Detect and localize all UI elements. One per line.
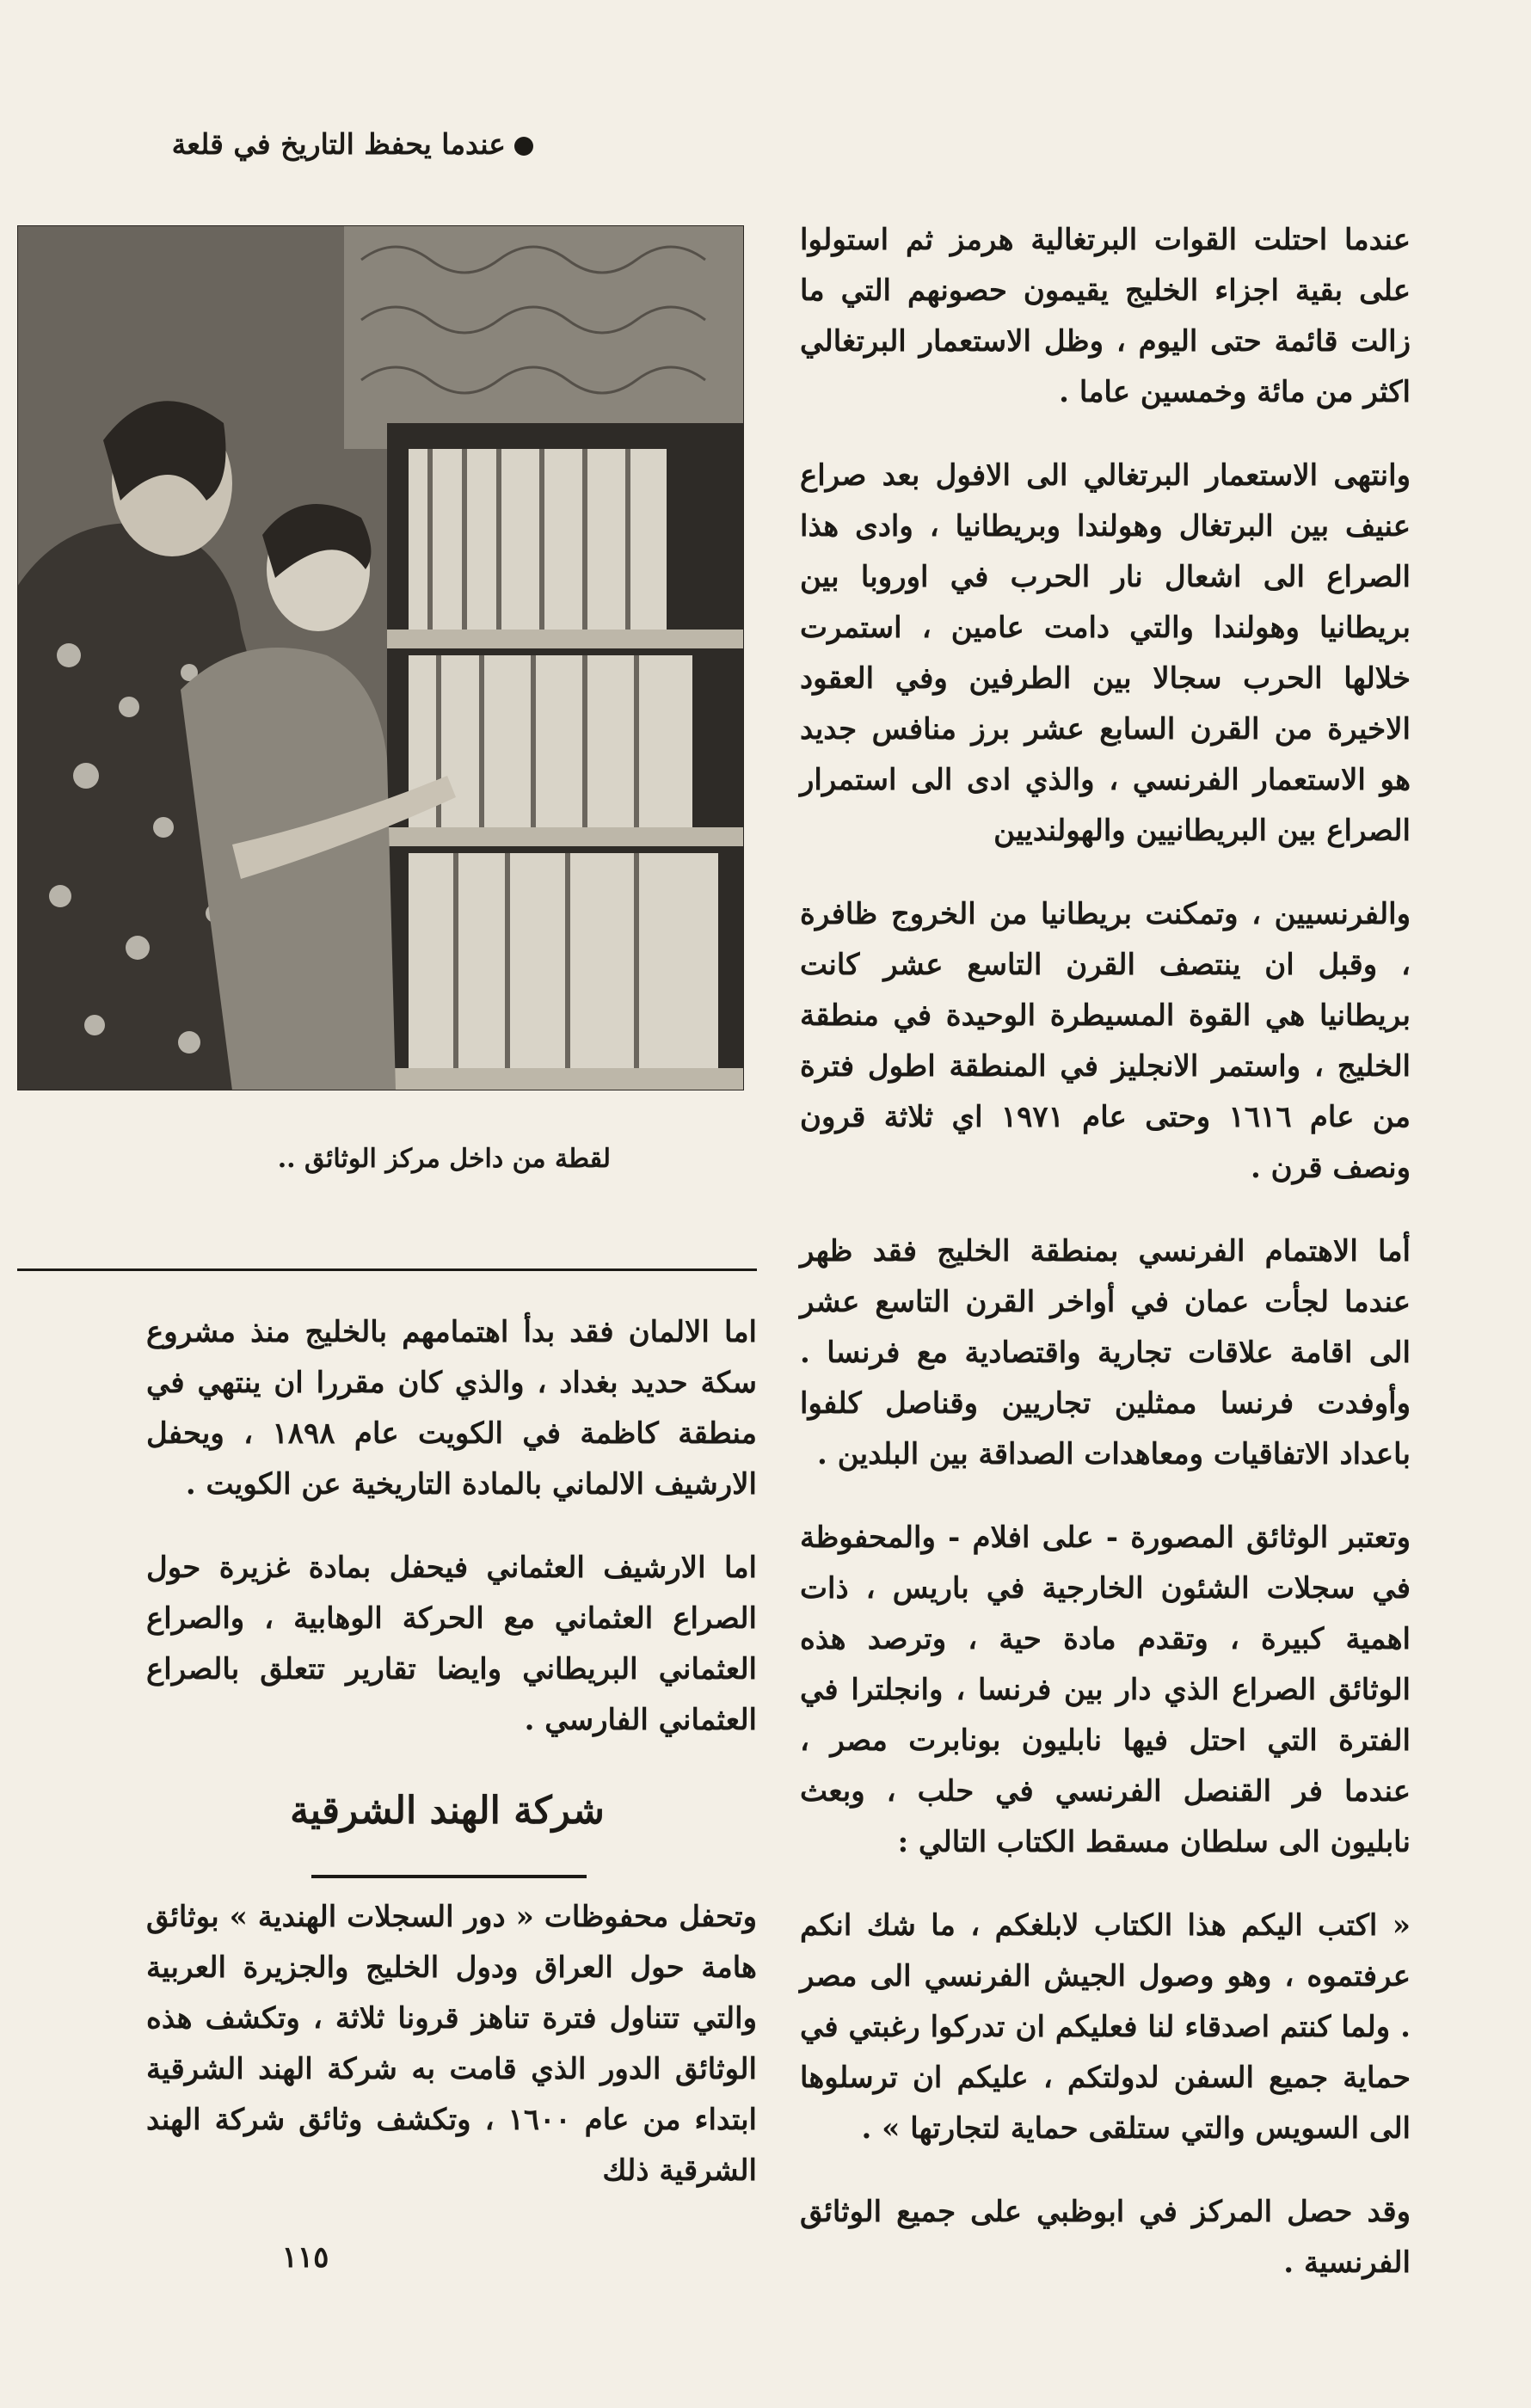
paragraph: والفرنسيين ، وتمكنت بريطانيا من الخروج ظافرة ، وقبل ان ينتصف القرن التاسع عشر كانت بريطانيا هي القوة المسيطرة الوحيدة في منطقة الخليج ، واستمر الانجليز في المنطقة اطول فترة من عام ١٦١٦ وحتى عام ١٩٧١ اي ثلاثة قرون ونصف قرن . [800, 897, 1411, 1185]
paragraph: اما الالمان فقد بدأ اهتمامهم بالخليج منذ مشروع سكة حديد بغداد ، والذي كان مقررا ان ينتهي في منطقة كاظمة في الكويت عام ١٨٩٨ ، ويحفل الارشيف الالماني بالمادة التاريخية عن الكويت . [146, 1315, 758, 1502]
section-heading: شركة الهند الشرقية [290, 1789, 605, 1833]
page-number: ١١٥ [281, 2240, 329, 2275]
paragraph: « اكتب اليكم هذا الكتاب لابلغكم ، ما شك انكم عرفتموه ، وهو وصول الجيش الفرنسي الى مصر . ولما كنتم اصدقاء لنا فعليكم ان تدركوا رغبتي في حماية جميع السفن لدولتكم ، عليكم ان ترسلوها الى السويس والتي ستلقى حماية لتجارتها » . [800, 1908, 1411, 2146]
right-column [800, 215, 1411, 2321]
running-header [163, 127, 533, 161]
paragraph: أما الاهتمام الفرنسي بمنطقة الخليج فقد ظهر عندما لجأت عمان في أواخر القرن التاسع عشر الى اقامة علاقات تجارية واقتصادية مع فرنسا . وأوفدت فرنسا ممثلين تجاريين وقناصل كلفوا باعداد الاتفاقيات ومعاهدات الصداقة بين البلدين . [800, 1234, 1411, 1471]
paragraph: عندما احتلت القوات البرتغالية هرمز ثم استولوا على بقية اجزاء الخليج يقيمون حصونهم التي ما زالت قائمة حتى اليوم ، وظل الاستعمار البرتغالي اكثر من مائة وخمسين عاما . [800, 223, 1411, 409]
paragraph: وتحفل محفوظات « دور السجلات الهندية » بوثائق هامة حول العراق ودول الخليج والجزيرة العربية والتي تتناول فترة تناهز قرونا ثلاثة ، وتكشف هذه الوثائق الدور الذي قامت به شركة الهند الشرقية ابتداء من عام ١٦٠٠ ، وتكشف وثائق شركة الهند الشرقية ذلك [146, 1900, 757, 2188]
running-header-title: عندما يحفظ التاريخ في قلعة [171, 127, 506, 161]
archive-photo [17, 225, 744, 1090]
heading-underline [311, 1875, 587, 1878]
paragraph: وتعتبر الوثائق المصورة - على افلام - والمحفوظة في سجلات الشئون الخارجية في باريس ، ذات اهمية كبيرة ، وتقدم مادة حية ، وترصد هذه الوثائق الصراع الذي دار بين فرنسا ، وانجلترا في الفترة التي احتل فيها نابليون بونابرت مصر ، عندما فر القنصل الفرنسي في حلب ، وبعث نابليون الى سلطان مسقط الكتاب التالي : [800, 1520, 1411, 1859]
archive-photo-illustration [17, 225, 744, 1090]
paragraph: وقد حصل المركز في ابوظبي على جميع الوثائق الفرنسية . [800, 2195, 1411, 2280]
photo-caption: لقطة من داخل مركز الوثائق .. [277, 1144, 611, 1174]
left-column-top [146, 1307, 757, 1778]
paragraph: وانتهى الاستعمار البرتغالي الى الافول بعد صراع عنيف بين البرتغال وهولندا وبريطانيا ، وادى هذا الصراع الى اشعال نار الحرب في اوروبا بين بريطانيا وهولندا والتي دامت عامين ، استمرت خلالها الحرب سجالا بين الطرفين وفي العقود الاخيرة من القرن السابع عشر برز منافس جديد هو الاستعمار الفرنسي ، والذي ادى الى استمرار الصراع بين البريطانيين والهولنديين [800, 458, 1411, 848]
bullet-icon [514, 137, 533, 156]
left-column-bottom [146, 1892, 757, 2196]
section-divider [17, 1268, 757, 1271]
paragraph: اما الارشيف العثماني فيحفل بمادة غزيرة حول الصراع العثماني مع الحركة الوهابية ، والصراع العثماني البريطاني وايضا تقارير تتعلق بالصراع العثماني الفارسي . [146, 1551, 757, 1737]
